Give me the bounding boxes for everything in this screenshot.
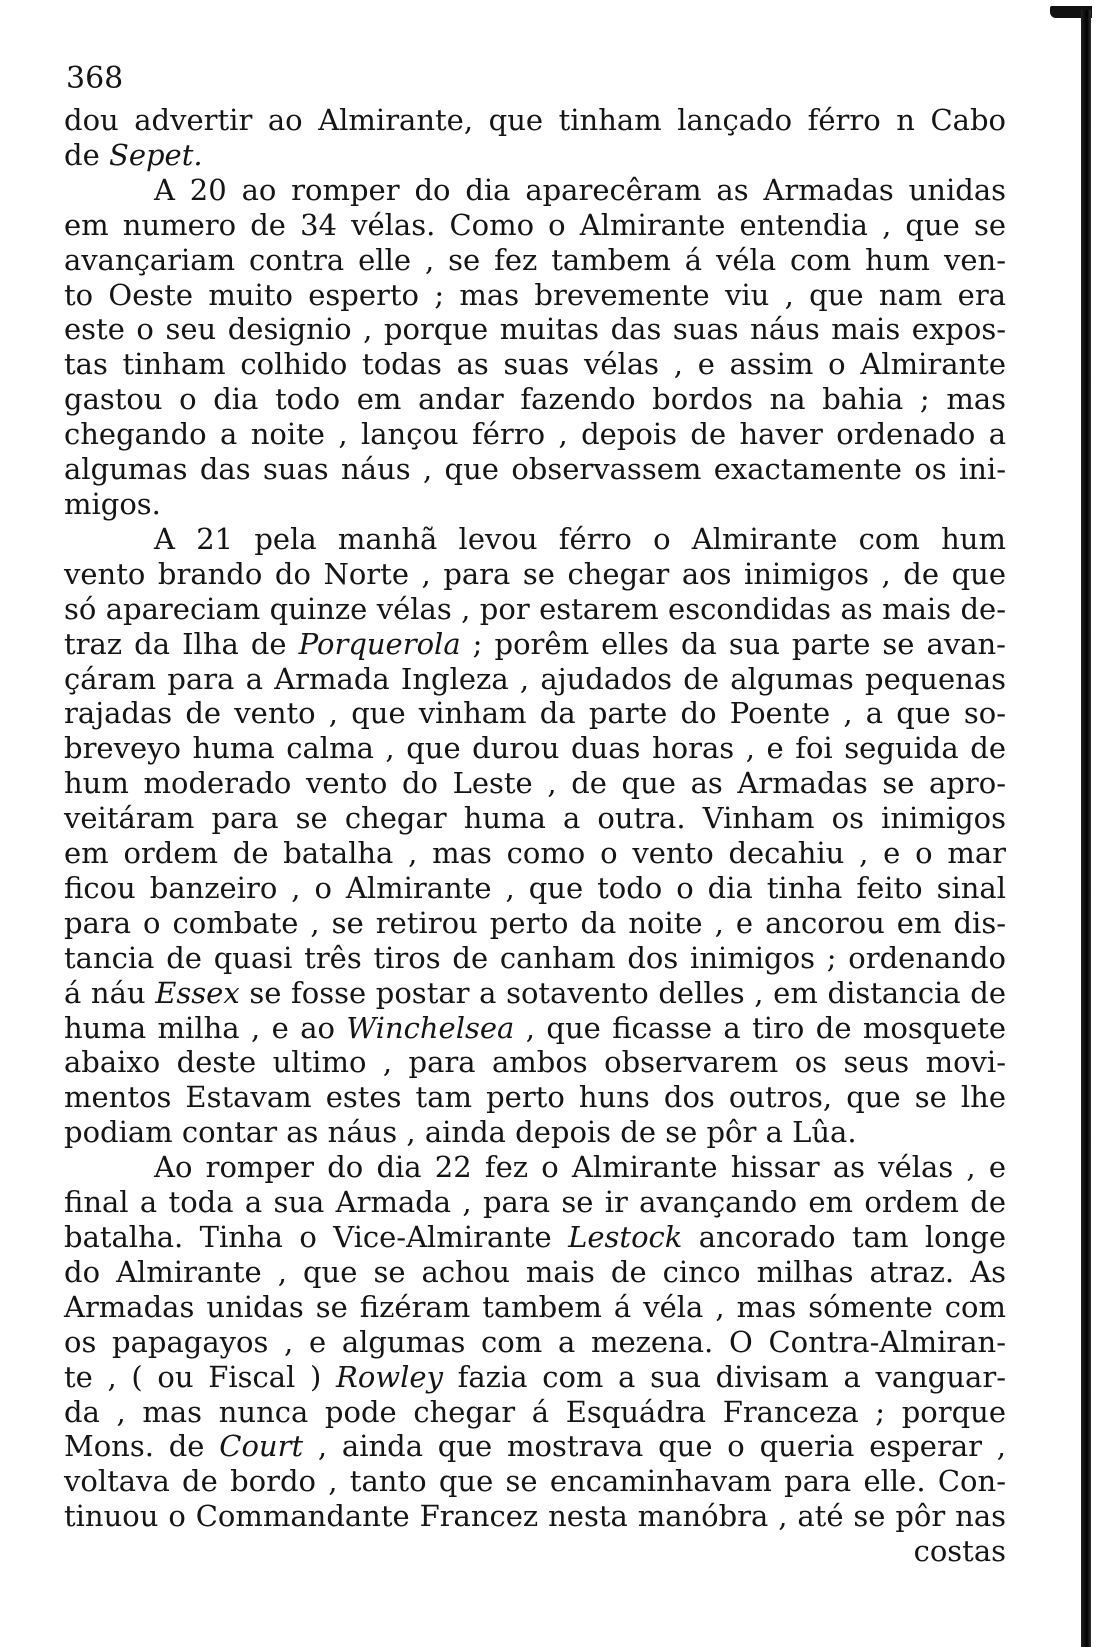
page-edge-shadow-right <box>1081 10 1091 1647</box>
text-line <box>64 1499 1006 1534</box>
text-segment: do Almirante , que se achou mais de cinco milhas atraz. As <box>64 1254 1006 1289</box>
text-line <box>64 208 1006 243</box>
italic-name: Sepet. <box>108 137 203 172</box>
text-segment: A 21 pela manhã levou férro o Almirante com hum <box>154 521 1006 556</box>
text-line <box>64 1080 1006 1115</box>
text-line <box>64 1360 1006 1395</box>
text-segment: fazia com a sua divisam a vanguar- <box>442 1359 1006 1394</box>
text-segment: ficou banzeiro , o Almirante , que todo o dia tinha feito sinal <box>64 870 1006 905</box>
text-segment: tancia de quasi três tiros de canham dos inimigos ; ordenando <box>64 940 1006 975</box>
text-segment: tas tinham colhido todas as suas vélas , e assim o Almirante <box>64 347 1006 382</box>
text-line <box>64 138 1006 173</box>
text-segment: só apareciam quinze vélas , por estarem escondidas as mais de- <box>64 591 1006 626</box>
text-segment: Ao romper do dia 22 fez o Almirante hissar as vélas , e <box>154 1150 1006 1185</box>
text-line <box>64 906 1006 941</box>
text-segment: hum moderado vento do Leste , de que as Armadas se apro- <box>64 766 1006 801</box>
text-segment: to Oeste muito esperto ; mas brevemente viu , que nam era <box>64 277 1006 312</box>
text-line <box>64 1011 1006 1046</box>
text-segment: , que ficasse a tiro de mosquete <box>514 1010 1006 1045</box>
text-segment: ; porêm elles da sua parte se avan- <box>460 626 1006 661</box>
text-line <box>64 1150 1006 1185</box>
text-line <box>64 1115 1006 1150</box>
text-segment: chegando a noite , lançou férro , depois de haver ordenado a <box>64 417 1006 452</box>
text-line <box>64 452 1006 487</box>
text-segment: Mons. de <box>64 1429 220 1464</box>
text-segment: á náu <box>64 975 156 1010</box>
text-line <box>64 801 1006 836</box>
text-line <box>64 173 1006 208</box>
italic-name: Porquerola <box>298 626 461 661</box>
text-segment: avançariam contra elle , se fez tambem á véla com hum ven- <box>64 242 1006 277</box>
text-line <box>64 976 1006 1011</box>
text-segment: podiam contar as náus , ainda depois de se pôr a Lûa. <box>64 1115 857 1150</box>
text-line <box>64 871 1006 906</box>
text-segment: vento brando do Norte , para se chegar aos inimigos , de que <box>64 556 1006 591</box>
text-segment: para o combate , se retirou perto da noite , e ancorou em dis- <box>64 905 1006 940</box>
text-segment: batalha. Tinha o Vice-Almirante <box>64 1220 569 1254</box>
text-line <box>64 1255 1006 1290</box>
italic-name: Winchelsea <box>346 1010 515 1045</box>
text-segment: se fosse postar a sotavento delles , em distancia de <box>239 975 1007 1010</box>
text-line <box>64 1220 1006 1255</box>
text-line <box>64 557 1006 592</box>
text-line <box>64 417 1006 452</box>
text-line <box>64 1429 1006 1464</box>
text-line <box>64 487 1006 522</box>
text-segment: de <box>64 137 109 172</box>
text-segment: gastou o dia todo em andar fazendo bordos na bahia ; mas <box>64 382 1006 417</box>
text-line <box>64 1534 1006 1569</box>
text-line <box>64 522 1006 557</box>
text-line <box>64 592 1006 627</box>
text-segment: , ainda que mostrava que o queria esperar , <box>303 1429 1006 1464</box>
text-line <box>64 382 1006 417</box>
text-line <box>64 1045 1006 1080</box>
italic-name: Essex <box>155 975 240 1010</box>
text-segment: algumas das suas náus , que observassem exactamente os ini- <box>64 452 1006 487</box>
text-line <box>64 103 1006 138</box>
text-segment: traz da Ilha de <box>64 626 299 661</box>
text-segment: da , mas nunca pode chegar á Esquádra Franceza ; porque <box>64 1394 1006 1429</box>
text-line <box>64 243 1006 278</box>
text-segment: tinuou o Commandante Francez nesta manóbra , até se pôr nas <box>64 1499 1006 1534</box>
text-line <box>64 941 1006 976</box>
text-line <box>64 696 1006 731</box>
text-line <box>64 347 1006 382</box>
text-segment: rajadas de vento , que vinham da parte do Poente , a que so- <box>64 696 1006 731</box>
text-line <box>64 1185 1006 1220</box>
text-segment: mentos Estavam estes tam perto huns dos outros, que se lhe <box>64 1080 1006 1115</box>
text-line <box>64 1395 1006 1430</box>
text-segment: em numero de 34 vélas. Como o Almirante entendia , que se <box>64 207 1006 242</box>
text-segment: veitáram para se chegar huma a outra. Vinham os inimigos <box>64 801 1006 836</box>
text-line <box>64 662 1006 697</box>
text-line <box>64 766 1006 801</box>
text-line <box>64 278 1006 313</box>
text-line <box>64 731 1006 766</box>
text-segment: voltava de bordo , tanto que se encaminhavam para elle. Con- <box>64 1464 1006 1499</box>
text-segment: migos. <box>64 486 161 521</box>
text-segment: te , ( ou Fiscal ) <box>64 1359 337 1394</box>
text-line <box>64 312 1006 347</box>
text-segment: huma milha , e ao <box>64 1010 347 1045</box>
page-number: 368 <box>66 61 124 96</box>
text-segment: costas <box>913 1534 1006 1569</box>
text-segment: çáram para a Armada Ingleza , ajudados de algumas pequenas <box>64 661 1006 696</box>
italic-name: Court <box>219 1429 304 1464</box>
text-segment: A 20 ao romper do dia aparecêram as Armadas unidas <box>154 172 1006 207</box>
italic-name: Rowley <box>336 1359 443 1394</box>
text-line <box>64 1325 1006 1360</box>
text-segment: abaixo deste ultimo , para ambos observarem os seus movi- <box>64 1045 1006 1080</box>
text-segment: dou advertir ao Almirante, que tinham lançado férro n Cabo <box>64 103 1006 137</box>
text-segment: em ordem de batalha , mas como o vento decahiu , e o mar <box>64 836 1006 871</box>
text-line <box>64 1464 1006 1499</box>
text-segment: breveyo huma calma , que durou duas horas , e foi seguida de <box>64 731 1006 766</box>
text-segment: ancorado tam longe <box>682 1220 1006 1254</box>
body-text <box>64 103 1006 1569</box>
text-segment: final a toda a sua Armada , para se ir avançando em ordem de <box>64 1185 1006 1220</box>
text-segment: este o seu designio , porque muitas das suas náus mais expos- <box>64 312 1006 347</box>
text-segment: Armadas unidas se fizéram tambem á véla , mas sómente com <box>64 1289 1006 1324</box>
text-segment: os papagayos , e algumas com a mezena. O Contra-Almiran- <box>64 1324 1006 1359</box>
text-line <box>64 1290 1006 1325</box>
italic-name: Lestock <box>568 1220 683 1254</box>
text-line <box>64 627 1006 662</box>
text-line <box>64 836 1006 871</box>
